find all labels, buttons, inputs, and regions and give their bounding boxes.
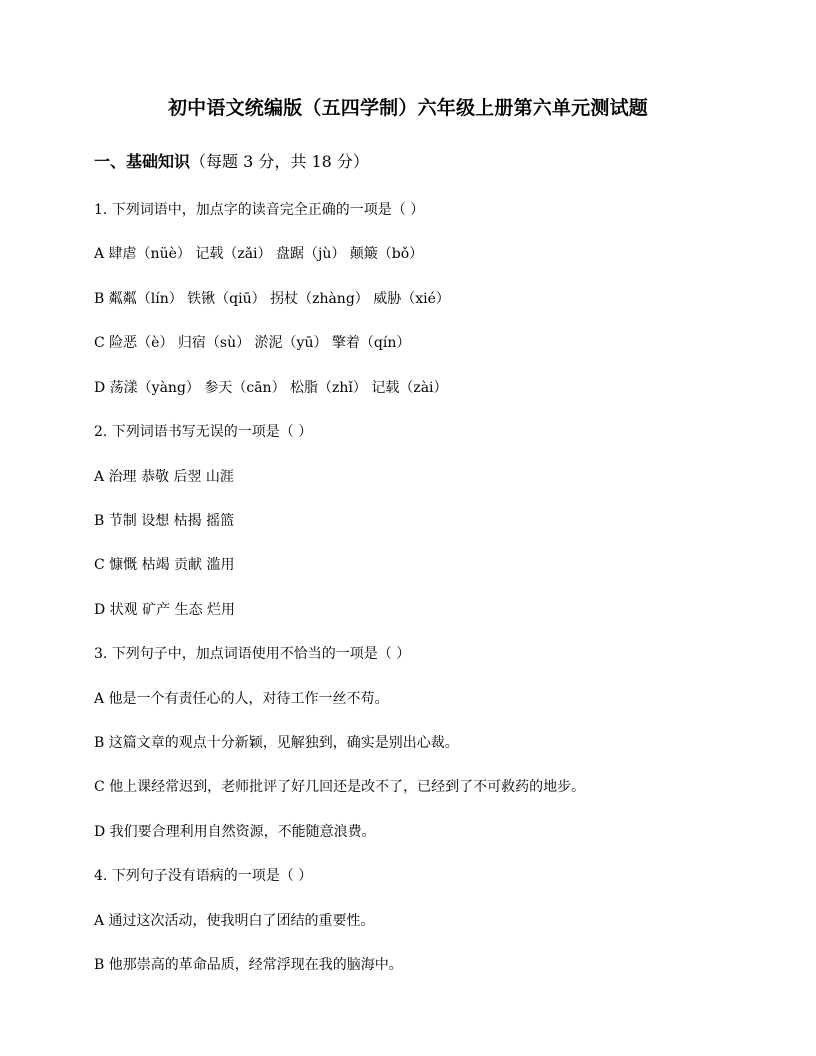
question-2-option-b: B 节制 设想 枯揭 摇篮	[94, 513, 235, 529]
question-3-option-a: A 他是一个有责任心的人，对待工作一丝不苟。	[94, 691, 389, 707]
section-heading-label: 一、基础知识	[94, 152, 191, 171]
question-1-option-b: B 粼粼（lín） 铁锹（qiū） 拐杖（zhàng） 威胁（xié）	[94, 291, 450, 307]
question-4-option-a: A 通过这次活动，使我明白了团结的重要性。	[94, 913, 375, 929]
section-heading-score-note: （每题 3 分，共 18 分）	[190, 152, 369, 171]
question-2-stem: 2. 下列词语书写无误的一项是（ ）	[94, 424, 313, 440]
document-title: 初中语文统编版（五四学制）六年级上册第六单元测试题	[167, 97, 648, 119]
question-2-option-a: A 治理 恭敬 后翌 山涯	[94, 469, 234, 485]
question-3-option-c: C 他上课经常迟到，老师批评了好几回还是改不了，已经到了不可救药的地步。	[94, 779, 586, 795]
question-3-option-b: B 这篇文章的观点十分新颖，见解独到，确实是别出心裁。	[94, 735, 459, 751]
question-1-option-a: A 肆虐（nüè） 记载（zǎi） 盘踞（jù） 颠簸（bǒ）	[94, 246, 424, 262]
question-2-option-d: D 状观 矿产 生态 烂用	[94, 602, 236, 618]
section-heading	[94, 149, 369, 172]
question-3-stem: 3. 下列句子中，加点词语使用不恰当的一项是（ ）	[94, 646, 411, 662]
question-2-option-c: C 慷慨 枯竭 贡献 滥用	[94, 557, 235, 573]
question-3-option-d: D 我们要合理利用自然资源，不能随意浪费。	[94, 824, 376, 840]
question-1-option-d: D 荡漾（yàng） 参天（cān） 松脂（zhǐ） 记载（zài）	[94, 380, 448, 396]
question-4-stem: 4. 下列句子没有语病的一项是（ ）	[94, 868, 313, 884]
question-4-option-b: B 他那崇高的革命品质，经常浮现在我的脑海中。	[94, 957, 403, 973]
question-1-option-c: C 险恶（è） 归宿（sù） 淤泥（yū） 擎着（qín）	[94, 335, 411, 351]
question-1-stem: 1. 下列词语中，加点字的读音完全正确的一项是（ ）	[94, 202, 425, 218]
